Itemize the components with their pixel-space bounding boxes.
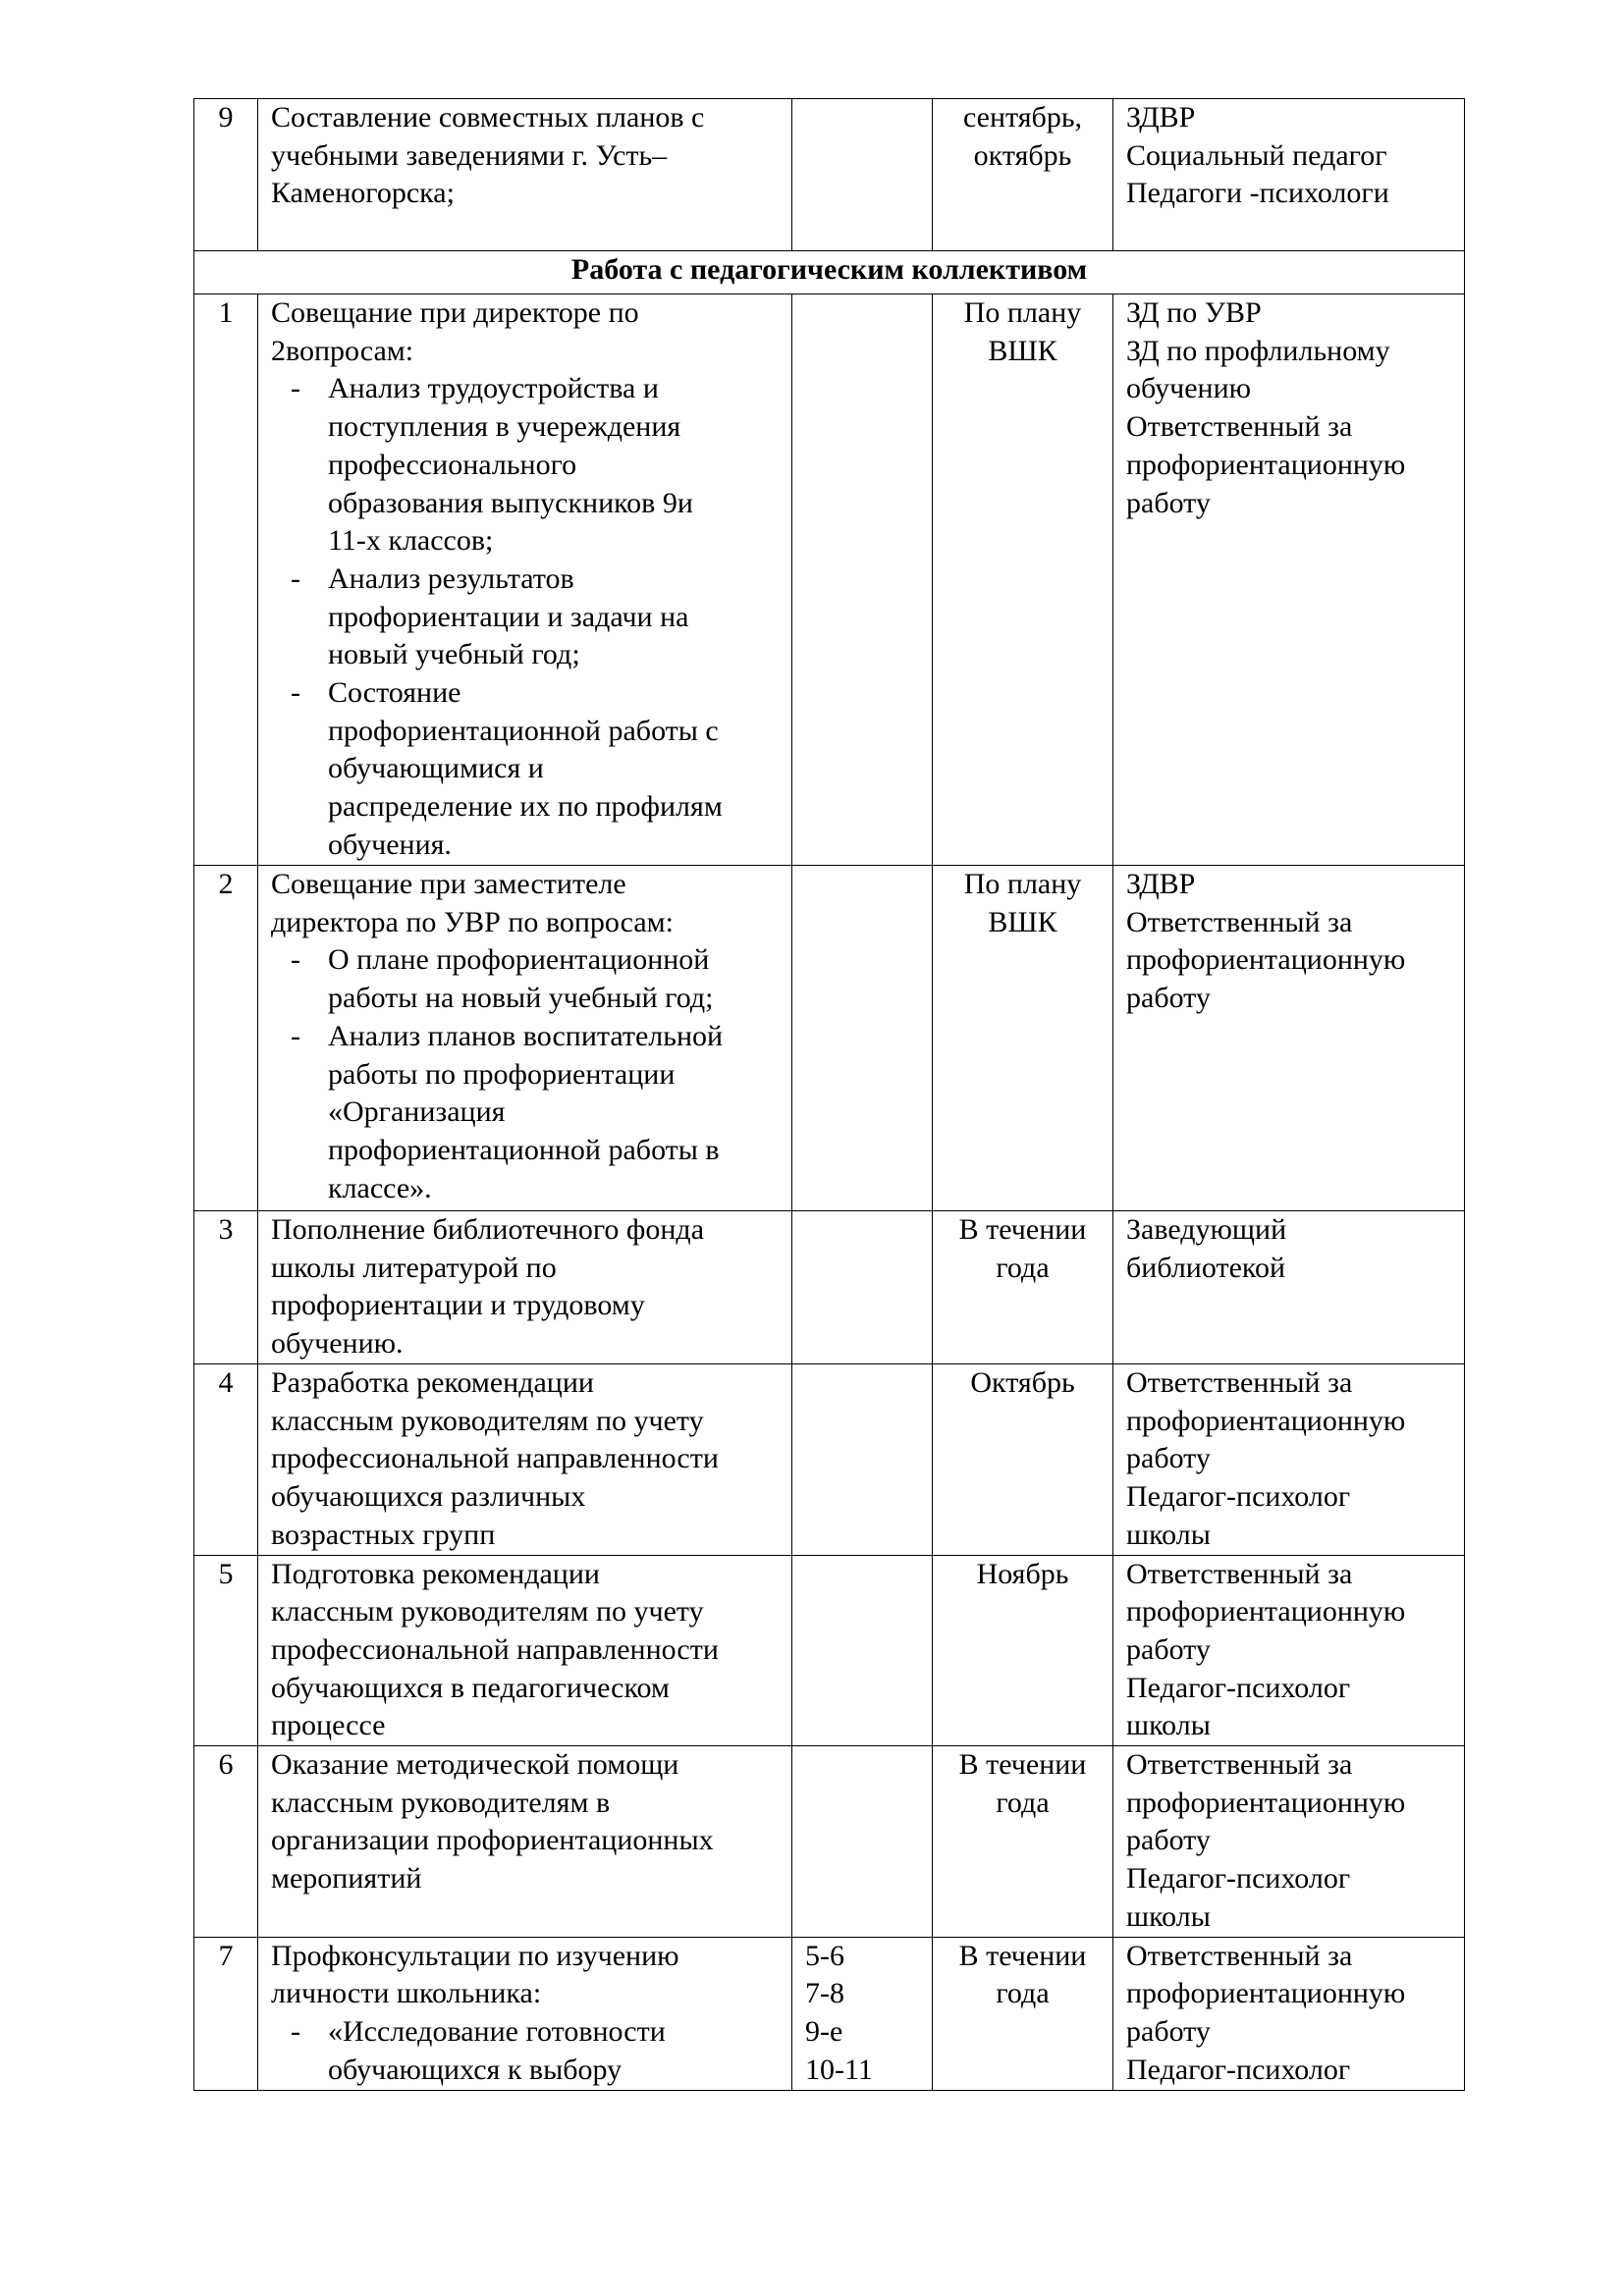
responsible-line: работу	[1126, 486, 1211, 519]
activity-text-line: профессиональной направленности	[271, 1442, 719, 1475]
bullet-text-line: обучающимися и	[328, 752, 544, 785]
activity-text-line: обучению.	[271, 1327, 404, 1361]
activity-text-line: директора по УВР по вопросам:	[271, 905, 674, 938]
activity-bullet-list	[271, 941, 779, 1207]
responsible-line: Педагог-психолог	[1126, 1862, 1351, 1896]
deadline-cell	[933, 99, 1113, 251]
responsible-line: работу	[1126, 982, 1211, 1015]
activity-text-line: личности школьника:	[271, 1977, 542, 2010]
activity-text-line: Профконсультации по изучению	[271, 1939, 679, 1972]
table-row	[194, 1211, 1465, 1364]
responsible-cell	[1113, 1211, 1465, 1364]
deadline-line: ВШК	[988, 905, 1057, 938]
deadline-line: года	[996, 1786, 1050, 1819]
plan-table-body	[194, 99, 1465, 2091]
activity-text-line: классным руководителям по учету	[271, 1595, 704, 1629]
responsible-line: Ответственный за	[1126, 905, 1353, 938]
activity-bullet-list	[271, 370, 779, 864]
activity-text-line: школы литературой по	[271, 1251, 557, 1284]
activity-text-line: Каменогорска;	[271, 177, 455, 210]
responsible-line: школы	[1126, 1518, 1211, 1551]
responsible-line: профориентационную	[1126, 448, 1406, 481]
deadline-line: В течении	[958, 1213, 1087, 1246]
classes-cell	[792, 1555, 933, 1746]
responsible-line: обучению	[1126, 372, 1252, 405]
activity-text-line: организации профориентационных	[271, 1824, 714, 1857]
deadline-cell	[933, 1555, 1113, 1746]
responsible-line: библиотекой	[1126, 1251, 1285, 1284]
activity-text-line: Совещание при директоре по	[271, 296, 639, 329]
bullet-text-line: профориентационной работы с	[328, 714, 719, 747]
activity-cell	[258, 1555, 792, 1746]
activity-bullet-item	[271, 2013, 779, 2089]
activity-text-line: Совещание при заместителе	[271, 868, 626, 900]
responsible-line: Ответственный за	[1126, 1366, 1353, 1399]
bullet-text-line: работы по профориентации	[328, 1057, 676, 1091]
bullet-text-line: - О плане профориентационной	[328, 943, 710, 977]
deadline-line: По плану	[963, 868, 1082, 900]
deadline-cell	[933, 866, 1113, 1211]
bullet-text-line: новый учебный год;	[328, 638, 580, 671]
activity-bullet-item	[271, 561, 779, 674]
bullet-text-line: образования выпускников 9и	[328, 486, 693, 519]
activity-cell	[258, 294, 792, 866]
activity-bullet-item	[271, 370, 779, 561]
class-group-line: 10-11	[805, 2053, 873, 2086]
responsible-cell	[1113, 1555, 1465, 1746]
activity-text-line: классным руководителям в	[271, 1786, 611, 1819]
deadline-line: октябрь	[973, 138, 1072, 172]
deadline-line: Октябрь	[970, 1366, 1075, 1399]
activity-cell	[258, 866, 792, 1211]
bullet-text-line: поступления в учереждения	[328, 410, 681, 444]
responsible-line: ЗД по профлильному	[1126, 334, 1390, 367]
responsible-cell	[1113, 1937, 1465, 2090]
activity-text-line: 2вопросам:	[271, 334, 414, 367]
deadline-line: В течении	[958, 1748, 1087, 1782]
responsible-line: работу	[1126, 1632, 1211, 1666]
responsible-line: профориентационную	[1126, 1977, 1406, 2010]
responsible-line: работу	[1126, 1824, 1211, 1857]
classes-cell	[792, 866, 933, 1211]
activity-cell	[258, 1746, 792, 1938]
bullet-text-line: «Организация	[328, 1095, 506, 1129]
deadline-line: По плану	[963, 296, 1082, 329]
bullet-text-line: - «Исследование готовности	[328, 2014, 666, 2048]
bullet-text-line: - Анализ трудоустройства и	[328, 372, 659, 405]
responsible-line: профориентационную	[1126, 1786, 1406, 1819]
row-number-cell: 3	[194, 1211, 258, 1364]
bullet-text-line: классе».	[328, 1171, 432, 1204]
table-row	[194, 1364, 1465, 1556]
responsible-line: профориентационную	[1126, 1595, 1406, 1629]
deadline-line: Ноябрь	[976, 1557, 1069, 1590]
row-number-cell: 1	[194, 294, 258, 866]
row-number-cell: 7	[194, 1937, 258, 2090]
activity-cell	[258, 1211, 792, 1364]
responsible-cell	[1113, 866, 1465, 1211]
bullet-text-line: профессионального	[328, 448, 577, 481]
class-group-line: 7-8	[805, 1977, 844, 2010]
deadline-cell	[933, 1746, 1113, 1938]
responsible-cell	[1113, 1364, 1465, 1556]
activity-text-line: профориентации и трудовому	[271, 1289, 645, 1322]
deadline-line: ВШК	[988, 334, 1057, 367]
deadline-cell	[933, 294, 1113, 866]
responsible-cell	[1113, 99, 1465, 251]
activity-text-line: классным руководителям по учету	[271, 1404, 704, 1437]
activity-text-line: процессе	[271, 1709, 386, 1742]
activity-text-line: возрастных групп	[271, 1518, 496, 1551]
bullet-text-line: - Анализ результатов	[328, 561, 574, 595]
activity-text-line: обучающихся в педагогическом	[271, 1671, 670, 1704]
responsible-line: работу	[1126, 2014, 1211, 2048]
bullet-text-line: - Анализ планов воспитательной	[328, 1019, 724, 1052]
responsible-line: Педагог-психолог	[1126, 1671, 1351, 1704]
bullet-text-line: 11-х классов;	[328, 524, 494, 558]
activity-bullet-item	[271, 674, 779, 865]
section-header-row	[194, 251, 1465, 294]
classes-cell	[792, 1746, 933, 1938]
classes-cell	[792, 1364, 933, 1556]
responsible-line: ЗДВР	[1126, 101, 1196, 133]
activity-bullet-list	[271, 2013, 779, 2089]
row-number-cell: 5	[194, 1555, 258, 1746]
responsible-cell	[1113, 294, 1465, 866]
deadline-line: сентябрь,	[962, 101, 1082, 133]
bullet-text-line: обучения.	[328, 828, 452, 861]
activity-text-line: Составление совместных планов с	[271, 101, 705, 133]
responsible-line: Ответственный за	[1126, 410, 1353, 444]
responsible-line: школы	[1126, 1899, 1211, 1933]
responsible-line: профориентационную	[1126, 1404, 1406, 1437]
deadline-line: В течении	[958, 1939, 1087, 1972]
table-row	[194, 99, 1465, 251]
responsible-line: Ответственный за	[1126, 1748, 1353, 1782]
responsible-cell	[1113, 1746, 1465, 1938]
activity-text-line: учебными заведениями г. Усть–	[271, 138, 668, 172]
responsible-line: школы	[1126, 1709, 1211, 1742]
bullet-text-line: профориентации и задачи на	[328, 600, 689, 633]
activity-text-line: Разработка рекомендации	[271, 1366, 594, 1399]
activity-cell	[258, 1364, 792, 1556]
row-number-cell: 2	[194, 866, 258, 1211]
row-number-cell: 6	[194, 1746, 258, 1938]
responsible-line: работу	[1126, 1442, 1211, 1475]
row-number-cell: 9	[194, 99, 258, 251]
activity-text-line: Пополнение библиотечного фонда	[271, 1213, 705, 1246]
classes-cell	[792, 294, 933, 866]
classes-cell	[792, 1211, 933, 1364]
table-row	[194, 294, 1465, 866]
classes-cell	[792, 99, 933, 251]
responsible-line: Заведующий	[1126, 1213, 1287, 1246]
activity-text-line: обучающихся различных	[271, 1480, 586, 1514]
responsible-line: Ответственный за	[1126, 1939, 1353, 1972]
activity-text-line: меропиятий	[271, 1862, 422, 1896]
activity-bullet-item	[271, 941, 779, 1017]
class-group-line: 9-е	[805, 2014, 843, 2048]
deadline-cell	[933, 1211, 1113, 1364]
deadline-line: года	[996, 1977, 1050, 2010]
row-number-cell: 4	[194, 1364, 258, 1556]
bullet-text-line: обучающихся к выбору	[328, 2053, 623, 2086]
deadline-cell	[933, 1364, 1113, 1556]
activity-cell	[258, 99, 792, 251]
activity-text-line: профессиональной направленности	[271, 1632, 719, 1666]
classes-cell	[792, 1937, 933, 2090]
responsible-line: Ответственный за	[1126, 1557, 1353, 1590]
activity-bullet-item	[271, 1018, 779, 1208]
section-title: Работа с педагогическим коллективом	[194, 251, 1465, 294]
bullet-text-line: распределение их по профилям	[328, 790, 723, 824]
class-group-line: 5-6	[805, 1939, 844, 1972]
table-row	[194, 1937, 1465, 2090]
responsible-line: Педагоги -психологи	[1126, 177, 1389, 210]
responsible-line: Педагог-психолог	[1126, 2053, 1351, 2086]
bullet-text-line: работы на новый учебный год;	[328, 982, 714, 1015]
table-row	[194, 866, 1465, 1211]
table-row	[194, 1555, 1465, 1746]
activity-text-line: Оказание методической помощи	[271, 1748, 679, 1782]
responsible-line: ЗДВР	[1126, 868, 1196, 900]
responsible-line: профориентационную	[1126, 943, 1406, 977]
responsible-line: Педагог-психолог	[1126, 1480, 1351, 1514]
responsible-line: ЗД по УВР	[1126, 296, 1262, 329]
bullet-text-line: профориентационной работы в	[328, 1133, 720, 1166]
activity-cell	[258, 1937, 792, 2090]
deadline-cell	[933, 1937, 1113, 2090]
bullet-text-line: - Состояние	[328, 676, 461, 710]
responsible-line: Социальный педагог	[1126, 138, 1387, 172]
table-row	[194, 1746, 1465, 1938]
activity-plan-table	[193, 98, 1465, 2091]
deadline-line: года	[996, 1251, 1050, 1284]
activity-text-line: Подготовка рекомендации	[271, 1557, 600, 1590]
